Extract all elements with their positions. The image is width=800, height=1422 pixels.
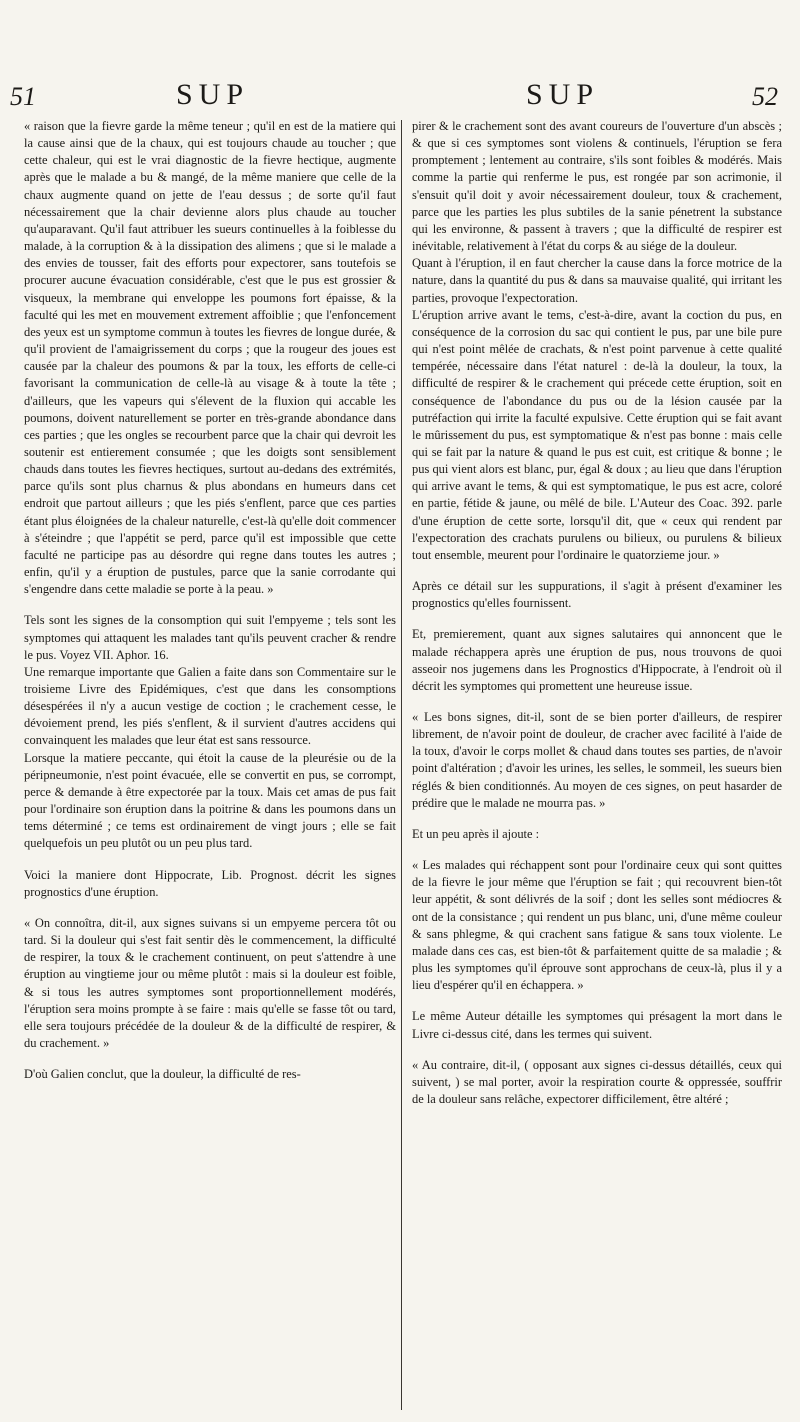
left-page-number: 51 [10, 82, 36, 111]
right-page-number: 52 [752, 82, 778, 111]
paragraph: Lorsque la matiere peccante, qui étoit la cause de la pleurésie ou de la péripneumonie, n'est point évacuée, elle se convertit en pus, se corrompt, perce & demande à être expectorée par la toux. Mais cet amas de pus fait pour l'ordinaire son éruption dans la poitrine & dans les poumons dans un tems déterminé ; ce tems est ordinairement de vingt jours ; elle se fait quelquefois un peu plutôt ou un peu plus tard. [24, 750, 396, 851]
paragraph: Tels sont les signes de la consomption qui suit l'empyeme ; tels sont les symptomes qui attaquent les malades tant qu'ils peuvent cracher & rendre le pus. Voyez VII. Aphor. 16. [24, 613, 396, 662]
paragraph: pirer & le crachement sont des avant coureurs de l'ouverture d'un abscès ; & que si ces symptomes sont violens & continuels, l'éruption se fera promptement ; lentement au contraire, s'ils sont foibles & modérés. Mais comme la partie qui renferme le pus, est rongée par son acrimonie, il s'ensuit qu'il doit y avoir nécessairement douleur, toux & crachement, parce que les parties les plus subtiles de la sanie pénetrent la substance qui les environne, & passent à travers ; que la difficulté de respirer est inévitable, relativement à l'état du corps & au siége de la douleur. [412, 119, 782, 254]
paragraph: Et, premierement, quant aux signes salutaires qui annoncent que le malade réchappera après une éruption de pus, nous trouvons de quoi asseoir nos jugemens dans les Prognostics d'Hippocrate, à l'endroit où il décrit les symptomes qui promettent une heureuse issue. [412, 627, 782, 693]
paragraph: Le même Auteur détaille les symptomes qui présagent la mort dans le Livre ci-dessus cité, dans les termes qui suivent. [412, 1009, 782, 1041]
right-column [412, 118, 782, 1108]
paragraph: Après ce détail sur les suppurations, il s'agit à présent d'examiner les prognostics qu'elles fournissent. [412, 579, 782, 611]
paragraph: « On connoîtra, dit-il, aux signes suivans si un empyeme percera tôt ou tard. Si la douleur qui s'est fait sentir dès le commencement, la difficulté de respirer, la toux & le crachement continuent, on peut s'attendre à une éruption au vingtieme jour ou même plutôt : mais si la douleur est foible, & si tous les autres symptomes sont proportionnellement modérés, l'éruption sera moins prompte à se faire : mais qu'elle se fasse tôt ou tard, elle sera toujours précédée de la douleur & de la difficulté de respirer, & du crachement. » [24, 915, 396, 1050]
left-column [24, 118, 396, 1083]
left-running-title: SUP [176, 78, 250, 111]
right-running-title: SUP [526, 78, 600, 111]
paragraph: « Les bons signes, dit-il, sont de se bien porter d'ailleurs, de respirer librement, de n'avoir point de douleur, de cracher avec facilité à l'aide de la toux, d'avoir le corps mollet & chaud dans toutes ses parties, de n'avoir point d'altération ; d'avoir les urines, les selles, le sommeil, les sueurs bien réglés & bien conditionnés. Au moyen de ces signes, on peut hasarder de prédire que le malade ne mourra pas. » [412, 710, 782, 810]
paragraph: « Au contraire, dit-il, ( opposant aux signes ci-dessus détaillés, ceux qui suivent, ) se mal porter, avoir la respiration courte & oppressée, souffrir de la douleur sans relâche, expectorer difficilement, être altéré ; [412, 1057, 782, 1106]
paragraph: D'où Galien conclut, que la douleur, la difficulté de res- [24, 1067, 301, 1082]
column-divider [401, 120, 402, 1410]
paragraph: « raison que la fievre garde la même teneur ; qu'il en est de la matiere qui la cause ainsi que de la chaux, qui est toujours chaude au toucher ; que cette chaleur, qui est le vrai diagnostic de la fievre hectique, augmente après que le malade a bu & mangé, de la même maniere que celle de la chaux augmente quand on jette de l'eau dessus ; de sorte qu'il faut nécessairement que la chair devienne alors plus chaude au toucher qu'auparavant. Qu'il faut attribuer les sueurs continuelles à la foiblesse du malade, à la corruption & à la dissipation des alimens ; que si le malade a des envies de tousser, fait des efforts pour expectorer, sans toutefois se procurer aucune évacuation considérable, c'est que le pus est grossier & visqueux, la membrane qui enveloppe les poumons fort épaisse, & la faculté qui les met en mouvement extrement affoiblie ; que l'enfoncement des yeux est un symptome commun à toutes les fievres de longue durée, & qu'il provient de l'amaigrissement du corps ; que la rougeur des joues est causée par la chaleur des poumons & par la toux, les efforts de celle-ci favorisant la communication de celle-là au visage & à toute la tête ; d'ailleurs, que les vapeurs qui s'élevent de la fluxion qui accable les poumons, doivent naturellement se porter en très-grande abondance dans ces parties ; que les ongles se recourbent parce que la chair qui devroit les soutenir est entierement consumée ; que les doigts sont sensiblement chauds dans toutes les fievres hectiques, surtout au-dedans des extrémités, parce qu'ils sont plus charnus & plus abondans en humeurs dans cet endroit que partout ailleurs ; que les piés s'enflent, parce que ces parties étant plus éloignées de la chaleur naturelle, c'est-là qu'elle doit commencer à s'éteindre ; que l'appétit se perd, parce qu'il est impossible que cette faculté ne participe pas au désordre qui regne dans toutes les autres ; enfin, qu'il y a éruption de pustules, parce que la sanie corrodante qui s'engendre dans cette maladie se porte à la peau. » [24, 119, 396, 597]
paragraph: Une remarque importante que Galien a faite dans son Commentaire sur le troisieme Livre des Epidémiques, c'est que dans les consomptions désespérées il n'y a aucun vestige de coction ; le crachement cesse, le dévoiement prend, les piés s'enflent, & il survient d'autres accidens qui convainquent les malades que leur état est sans ressource. [24, 664, 396, 748]
paragraph: Voici la maniere dont Hippocrate, Lib. Prognost. décrit les signes prognostics d'une éruption. [24, 867, 396, 899]
paragraph: L'éruption arrive avant le tems, c'est-à-dire, avant la coction du pus, en conséquence de la corrosion du sac qui contient le pus, par une bile pure qui n'est point mêlée de crachats, & n'est point parvenue à cette qualité tempérée, nécessaire dans l'état naturel : de-là la douleur, la toux, la difficulté de respirer & le crachement qui précede cette éruption, soit en conséquence de l'abondance du pus ou de la lésion causée par la putréfaction qui irrite la faculté expulsive. Cette éruption qui se fait avant le mûrissement du pus, est symptomatique & n'est pas bonne : mais celle qui se fait par la nature & quand le pus est cuit, est critique & bonne ; le pus qui vient alors est blanc, pur, égal & doux ; au lieu que dans l'éruption qui arrive avant le tems, & qui est symptomatique, le pus est acre, coloré en partie, fétide & jaune, ou mêlé de bile. L'Auteur des Coac. 392. parle d'une éruption de cette sorte, lorsqu'il dit, que « ceux qui rendent par l'expectoration des crachats purulens ou bilieux, ou purulens & bilieux tout ensemble, meurent pour l'ordinaire le quatorzieme jour. » [412, 307, 782, 562]
paragraph: Quant à l'éruption, il en faut chercher la cause dans la force motrice de la nature, dans la quantité du pus & dans sa mauvaise qualité, qui irritant les parties, provoque l'expectoration. [412, 256, 782, 305]
paragraph: « Les malades qui réchappent sont pour l'ordinaire ceux qui sont quittes de la fievre le jour même que l'éruption se fait ; qui recouvrent bien-tôt leur appétit, & sont délivrés de la soif ; dont les selles sont médiocres & ont de la consistance ; qui rendent un pus blanc, uni, d'une même couleur & sans phlegme, & qui crachent sans fatigue & sans toux violente. Le malade dans ces cas, est bien-tôt & parfaitement quitte de sa maladie ; & plus les symptomes qu'il éprouve sont approchans de ceux-là, plus il y a lieu d'espérer qu'il en échappera. » [412, 858, 782, 993]
paragraph: Et un peu après il ajoute : [412, 826, 540, 841]
